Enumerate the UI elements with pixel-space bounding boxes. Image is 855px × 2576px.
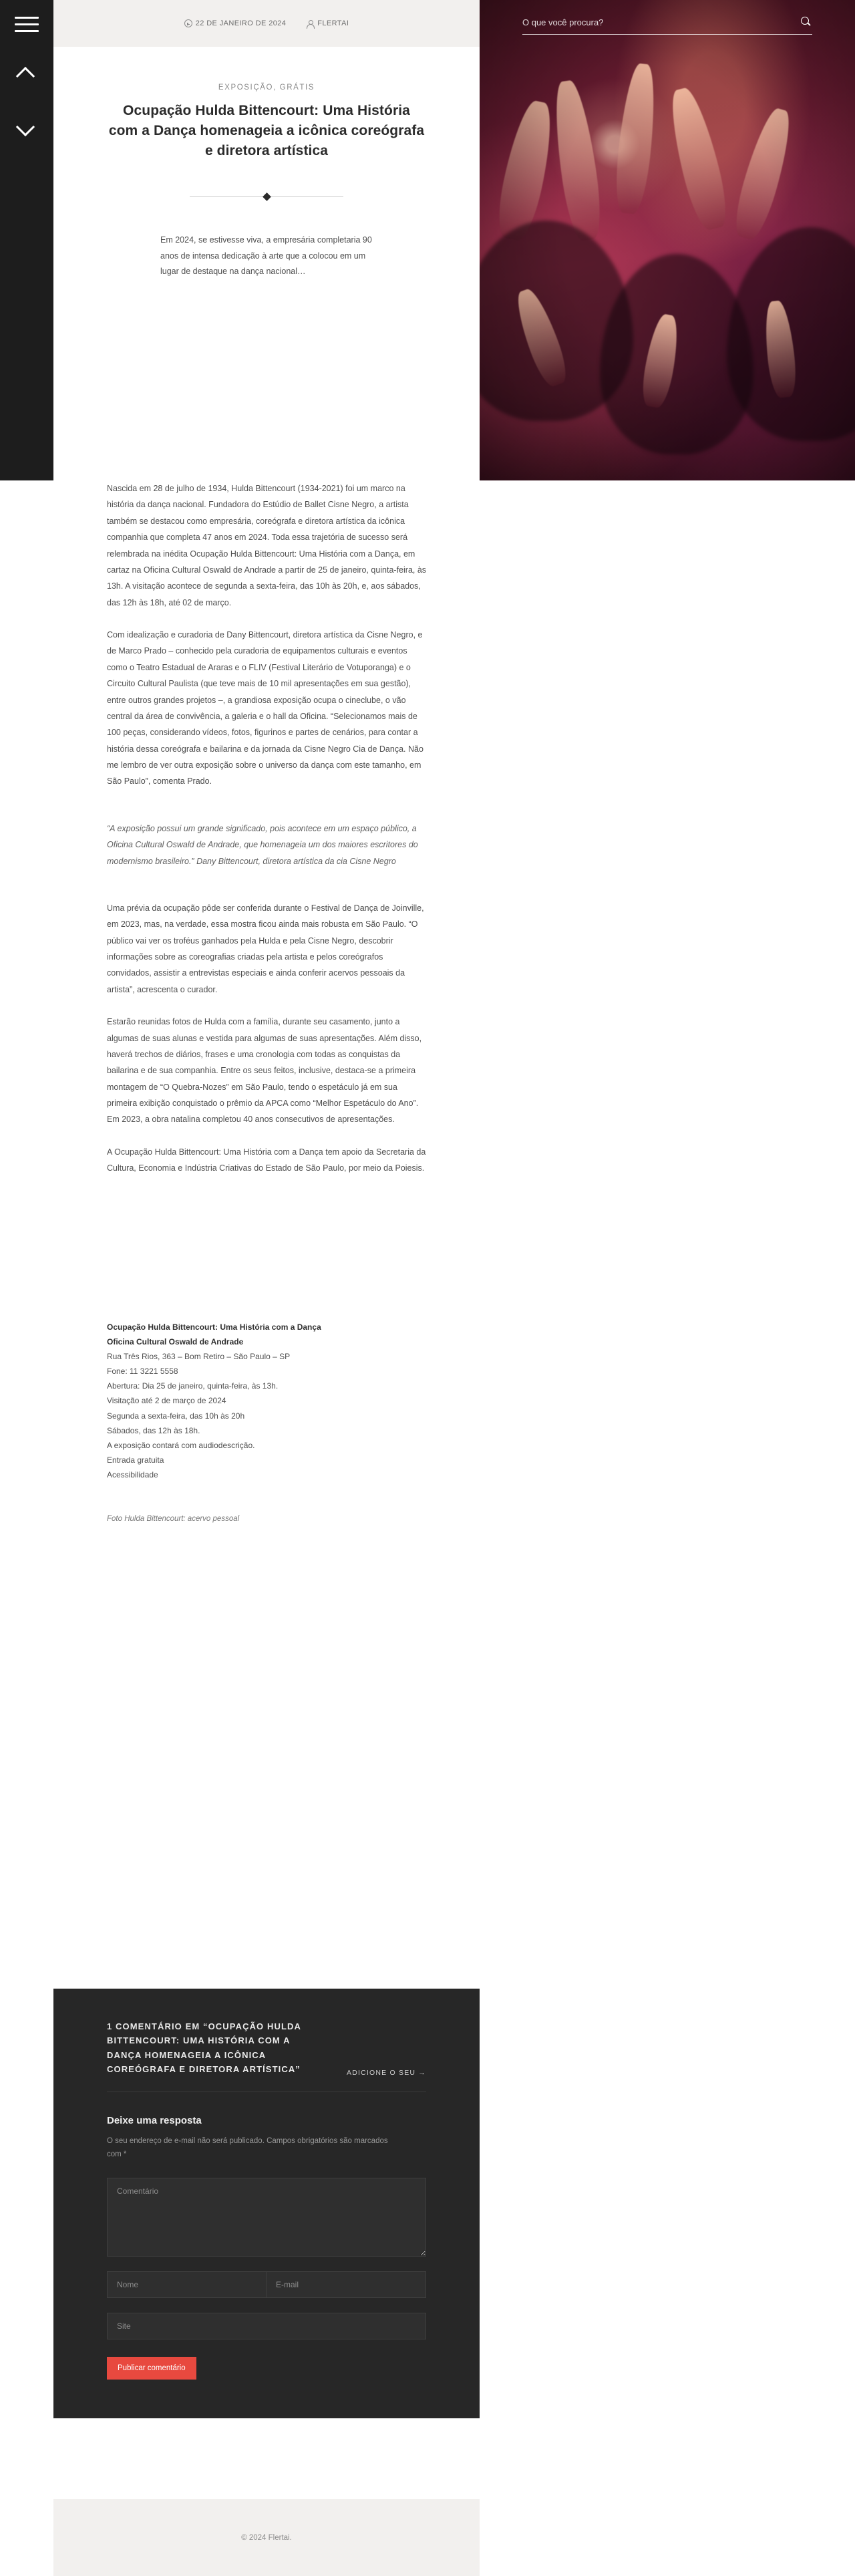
credits-saturday-hours: Sábados, das 12h às 18h. — [107, 1425, 200, 1435]
article-title-block — [53, 47, 480, 207]
article-lede: Em 2024, se estivesse viva, a empresária completaria 90 anos de intensa dedicação à arte que a colocou em um lugar de destaque na dança nacional… — [160, 235, 372, 276]
article-paragraph: Uma prévia da ocupação pôde ser conferida durante o Festival de Dança de Joinville, em 2023, mas, na verdade, essa mostra ficou ainda mais robusta em São Paulo. “O público vai ver os troféus ganhados pela Hulda e pela Cisne Negro, descobrir informações sobre as coreografias criadas pela artista e pelos coreógrafos convidados, assistir a entrevistas especiais e ainda conferir acervos pessoais da artista”, acrescenta o curador. — [107, 903, 424, 994]
comment-textarea[interactable] — [107, 2178, 426, 2257]
menu-line — [15, 17, 39, 19]
reply-form-note: O seu endereço de e-mail não será publicado. Campos obrigatórios são marcados com * — [107, 2136, 388, 2159]
credits-visiting-period: Visitação até 2 de março de 2024 — [107, 1396, 226, 1406]
article-paragraph: Nascida em 28 de julho de 1934, Hulda Bittencourt (1934-2021) foi um marco na história da dança nacional. Fundadora do Estúdio de Ballet Cisne Negro, a artista também se destacou como empresária, coreógrafa e diretora artística da icônica companhia que completa 47 anos em 2024. Toda essa trajetória de sucesso será relembrada na inédita Ocupação Hulda Bittencourt: Uma História com a Dança, em cartaz na Oficina Cultural Oswald de Andrade a partir de 25 de janeiro, quinta-feira, às 13h. A visitação acontece de segunda a sexta-feira, das 10h às 20h, e, aos sábados, das 12h às 18h, até 02 de março. — [107, 484, 427, 607]
reply-form-title: Deixe uma resposta — [107, 2114, 202, 2126]
copyright-label: © 2024 Flertai. — [241, 2533, 292, 2542]
email-field[interactable] — [267, 2271, 426, 2298]
hamburger-menu-icon[interactable] — [15, 15, 39, 35]
credits-event-title: Ocupação Hulda Bittencourt: Uma História com a Dança — [107, 1322, 321, 1332]
divider-diamond-icon — [263, 193, 271, 202]
user-icon — [306, 19, 314, 27]
comments-count-title: 1 COMENTÁRIO EM “OCUPAÇÃO HULDA BITTENCOURT: UMA HISTÓRIA COM A DANÇA HOMENAGEIA A ICÔNICA COREÓGRAFA E DIRETORA ARTÍSTICA” — [107, 2021, 301, 2075]
article-paragraph: Com idealização e curadoria de Dany Bittencourt, diretora artística da Cisne Negro, e de Marco Prado – conhecido pela curadoria de equipamentos culturais e eventos como o Teatro Estadual de Araras e o FLIV (Festival Literário de Votuporanga) e o Circuito Cultural Paulista (que teve mais de 10 mil apresentações em sua gestão), entre outros grandes projetos –, a grandiosa exposição ocupa o cineclube, o vão central da área de convivência, a galeria e o hall da Oficina. “Selecionamos mais de 100 peças, considerando vídeos, fotos, figurinos e partes de cenários, para contar a história dessa coreógrafa e bailarina e da jornada da Cisne Negro Cia de Dança. Não me lembro de ver outra exposição sobre o universo da dança com este tamanho, em São Paulo”, comenta Prado. — [107, 630, 423, 786]
credits-address: Rua Três Rios, 363 – Bom Retiro – São Paulo – SP — [107, 1351, 291, 1361]
search-bar[interactable] — [522, 15, 812, 35]
chevron-up-glyph — [16, 67, 35, 86]
comments-header — [107, 2019, 426, 2092]
search-input[interactable] — [522, 15, 812, 35]
article-pullquote: “A exposição possui um grande significado, pois acontece em um espaço público, a Oficina Cultural Oswald de Andrade, que homenageia um dos maiores escritores do modernismo brasileiro.” Dany Bittencourt, diretora artística da cia Cisne Negro — [107, 823, 418, 866]
post-date — [184, 19, 287, 27]
article-paragraph: A Ocupação Hulda Bittencourt: Uma História com a Dança tem apoio da Secretaria da Cultura, Economia e Indústria Criativas do Estado de São Paulo, por meio da Poiesis. — [107, 1147, 426, 1173]
clock-icon — [184, 19, 192, 27]
chevron-up-icon[interactable] — [15, 63, 39, 88]
page-title: Ocupação Hulda Bittencourt: Uma História com a Dança homenageia a icônica coreógrafa e diretora artística — [108, 103, 425, 158]
comment-identity-row — [107, 2271, 426, 2298]
credits-opening: Abertura: Dia 25 de janeiro, quinta-feira, às 13h. — [107, 1381, 279, 1391]
left-navigation-rail — [0, 0, 53, 480]
post-author-label: FLERTAI — [317, 19, 349, 27]
article-paragraph: Estarão reunidas fotos de Hulda com a família, durante seu casamento, junto a algumas de suas alunas e vestida para algumas de suas apresentações. Além disso, haverá trechos de diários, frases e uma cronologia com todas as conquistas da bailarina e de sua companhia. Entre os seus feitos, inclusive, destaca-se a primeira montagem de “O Quebra-Nozes” em São Paulo, tendo o espetáculo já em sua primeira exibição conquistado o prêmio da APCA como “Melhor Espetáculo do Ano”. Em 2023, a obra natalina completou 40 anos consecutivos de apresentações. — [107, 1017, 422, 1125]
post-author[interactable] — [306, 19, 349, 27]
credits-free-entry: Entrada gratuita — [107, 1455, 164, 1465]
website-field[interactable] — [107, 2313, 426, 2339]
hero-vignette — [480, 0, 855, 480]
add-comment-link[interactable]: ADICIONE O SEU → — [347, 2068, 426, 2077]
search-icon[interactable] — [801, 17, 811, 27]
site-footer — [53, 2499, 480, 2576]
menu-line — [15, 30, 39, 32]
article-body — [107, 480, 428, 1523]
event-credits-block — [107, 1320, 428, 1483]
ornamental-divider — [190, 187, 343, 207]
submit-comment-button[interactable]: Publicar comentário — [107, 2357, 196, 2380]
post-date-label: 22 DE JANEIRO DE 2024 — [195, 19, 287, 27]
credits-venue: Oficina Cultural Oswald de Andrade — [107, 1336, 244, 1346]
chevron-down-glyph — [16, 118, 35, 136]
comments-section — [53, 1989, 480, 2418]
hero-image — [480, 0, 855, 480]
menu-line — [15, 23, 39, 25]
post-meta-bar — [53, 0, 480, 47]
chevron-down-icon[interactable] — [15, 117, 39, 141]
name-field[interactable] — [107, 2271, 267, 2298]
credits-phone: Fone: 11 3221 5558 — [107, 1367, 178, 1377]
article-header — [53, 47, 480, 279]
credits-audiodescription: A exposição contará com audiodescrição. — [107, 1441, 255, 1450]
photo-credit: Foto Hulda Bittencourt: acervo pessoal — [107, 1514, 240, 1523]
credits-weekday-hours: Segunda a sexta-feira, das 10h às 20h — [107, 1411, 245, 1421]
article-category[interactable]: EXPOSIÇÃO, GRÁTIS — [218, 84, 315, 92]
body-spacer — [107, 1193, 428, 1320]
credits-accessibility: Acessibilidade — [107, 1470, 158, 1480]
